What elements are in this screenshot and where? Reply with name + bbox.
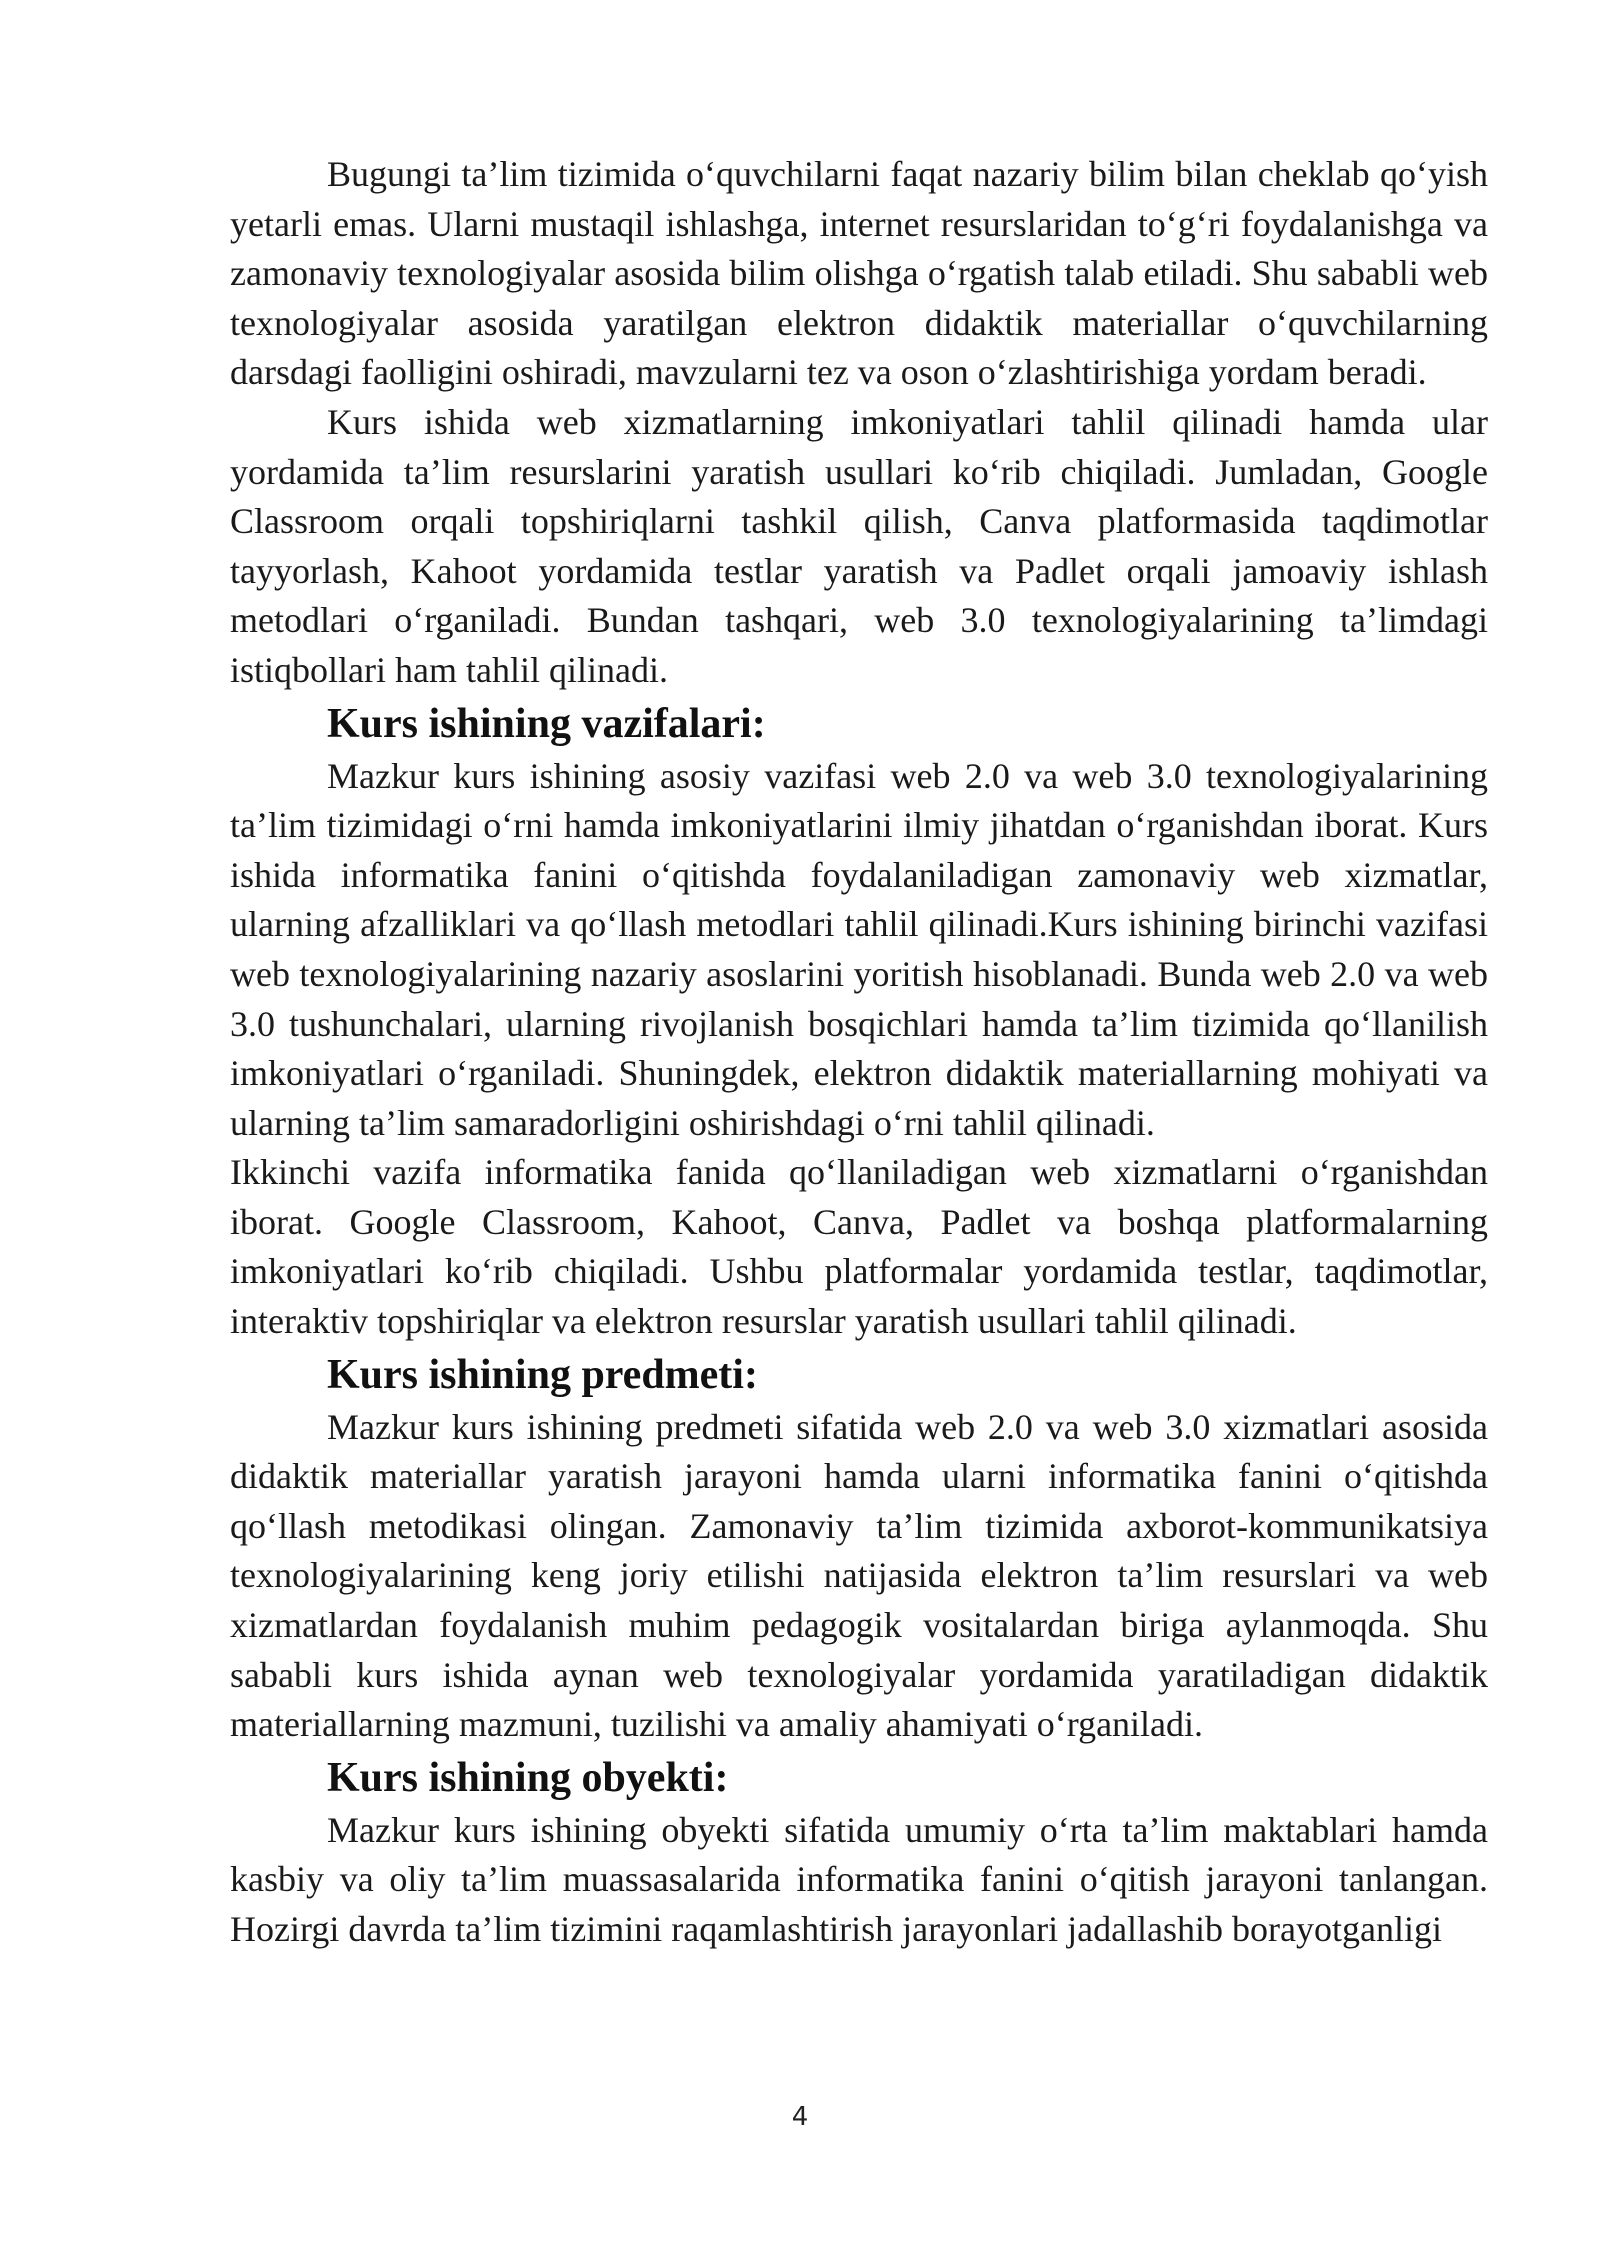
page-number: 4 xyxy=(791,2102,809,2132)
tasks-paragraph-2: Ikkinchi vazifa informatika fanida qo‘llaniladigan web xizmatlarni o‘rganishdan iborat. Google Classroom, Kahoot, Canva, Padlet va boshqa platformalarning imkoniyatlari ko‘rib chiqiladi. Ushbu platformalar yordamida testlar, taqdimotlar, interaktiv topshiriqlar va elektron resurslar yaratish usullari tahlil qilinadi. xyxy=(230,1152,1488,1342)
section-heading-tasks: Kurs ishining vazifalari: xyxy=(327,700,766,747)
subject-paragraph: Mazkur kurs ishining predmeti sifatida web 2.0 va web 3.0 xizmatlari asosida didaktik materiallar yaratish jarayoni hamda ularni informatika fanini o‘qitishda qo‘llash metodikasi olingan. Zamonaviy ta’lim tizimida axborot-kommunikatsiya texnologiyalarining keng joriy etilishi natijasida elektron ta’lim resurslari va web xizmatlardan foydalanish muhim pedagogik vositalardan biriga aylanmoqda. Shu sababli kurs ishida aynan web texnologiyalar yordamida yaratiladigan didaktik materiallarning mazmuni, tuzilishi va amaliy ahamiyati o‘rganiladi. xyxy=(230,1406,1488,1745)
section-heading-subject: Kurs ishining predmeti: xyxy=(327,1351,758,1398)
section-heading-object: Kurs ishining obyekti: xyxy=(327,1754,729,1801)
tasks-paragraph-1: Mazkur kurs ishining asosiy vazifasi web 2.0 va web 3.0 texnologiyalarining ta’lim tizimidagi o‘rni hamda imkoniyatlarini ilmiy jihatdan o‘rganishdan iborat. Kurs ishida informatika fanini o‘qitishda foydalaniladigan zamonaviy web xizmatlar, ularning afzalliklari va qo‘llash metodlari tahlil qilinadi.Kurs ishining birinchi vazifasi web texnologiyalarining nazariy asoslarini yoritish hisoblanadi. Bunda web 2.0 va web 3.0 tushunchalari, ularning rivojlanish bosqichlari hamda ta’lim tizimida qo‘llanilish imkoniyatlari o‘rganiladi. Shuningdek, elektron didaktik materiallarning mohiyati va ularning ta’lim samaradorligini oshirishdagi o‘rni tahlil qilinadi. xyxy=(230,755,1488,1143)
intro-paragraph-2: Kurs ishida web xizmatlarning imkoniyatlari tahlil qilinadi hamda ular yordamida ta’lim resurslarini yaratish usullari ko‘rib chiqiladi. Jumladan, Google Classroom orqali topshiriqlarni tashkil qilish, Canva platformasida taqdimotlar tayyorlash, Kahoot yordamida testlar yaratish va Padlet orqali jamoaviy ishlash metodlari o‘rganiladi. Bundan tashqari, web 3.0 texnologiyalarining ta’limdagi istiqbollari ham tahlil qilinadi. xyxy=(230,401,1488,690)
intro-paragraph-1: Bugungi ta’lim tizimida o‘quvchilarni faqat nazariy bilim bilan cheklab qo‘yish yetarli emas. Ularni mustaqil ishlashga, internet resurslaridan to‘g‘ri foydalanishga va zamonaviy texnologiyalar asosida bilim olishga o‘rgatish talab etiladi. Shu sababli web texnologiyalar asosida yaratilgan elektron didaktik materiallar o‘quvchilarning darsdagi faolligini oshiradi, mavzularni tez va oson o‘zlashtirishiga yordam beradi. xyxy=(230,154,1488,393)
document-page xyxy=(230,150,1488,1955)
object-paragraph: Mazkur kurs ishining obyekti sifatida umumiy o‘rta ta’lim maktablari hamda kasbiy va oliy ta’lim muassasalarida informatika fanini o‘qitish jarayoni tanlangan. Hozirgi davrda ta’lim tizimini raqamlashtirish jarayonlari jadallashib borayotganligi xyxy=(230,1809,1488,1949)
